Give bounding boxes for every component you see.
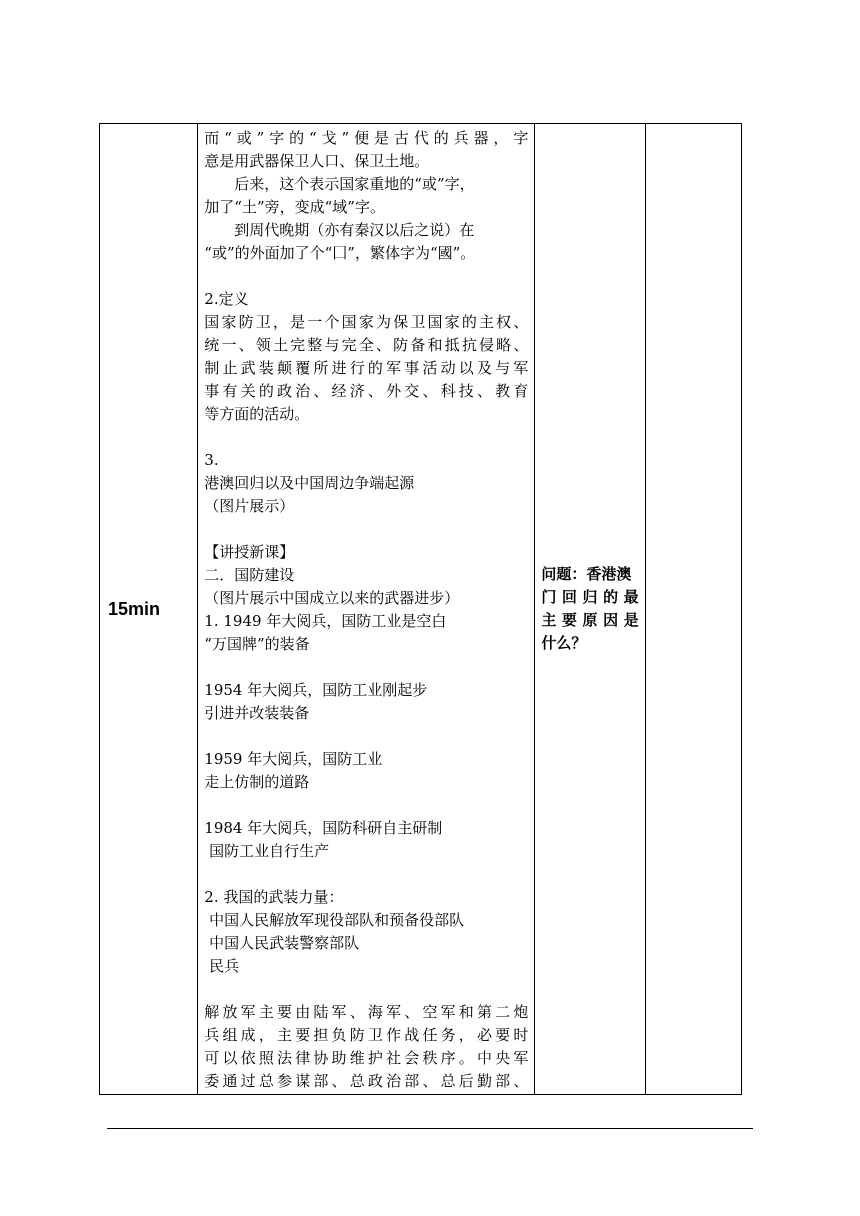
content-line: 等方面的活动。 bbox=[204, 405, 310, 423]
content-line: 加了“土”旁，变成“域”字。 bbox=[204, 198, 385, 216]
content-line: 制止武装颠覆所进行的军事活动以及与军 bbox=[204, 359, 529, 377]
question-line: 问题：香港澳 bbox=[541, 565, 632, 583]
footer-divider bbox=[107, 1128, 753, 1129]
content-line: “或”的外面加了个“囗”，繁体字为“國”。 bbox=[204, 244, 476, 262]
content-line: 2.定义 bbox=[204, 290, 249, 308]
time-label: 15min bbox=[108, 598, 161, 619]
content-line: 事有关的政治、经济、外交、科技、教育 bbox=[204, 382, 529, 400]
time-cell bbox=[100, 124, 198, 1095]
question-line: 门回归的最 bbox=[541, 588, 639, 606]
question-cell bbox=[535, 124, 645, 1095]
content-line: 【讲授新课】 bbox=[204, 543, 295, 561]
content-line: 而“或”字的“戈”便是古代的兵器，字 bbox=[204, 129, 529, 147]
blank-line bbox=[204, 426, 528, 449]
content-line: 中国人民武装警察部队 bbox=[204, 934, 360, 952]
teaching-content bbox=[198, 124, 534, 1093]
content-line: “万国牌”的装备 bbox=[204, 635, 310, 653]
content-line: 意是用武器保卫人口、保卫土地。 bbox=[204, 152, 430, 170]
blank-line bbox=[204, 656, 528, 679]
content-line: 民兵 bbox=[204, 957, 240, 975]
content-line: 解放军主要由陆军、海军、空军和第二炮 bbox=[204, 1003, 529, 1021]
table-row bbox=[100, 124, 742, 1095]
content-line: 3. bbox=[204, 451, 219, 469]
content-line: 兵组成，主要担负防卫作战任务，必要时 bbox=[204, 1026, 529, 1044]
content-line: 2. 我国的武装力量： bbox=[204, 888, 344, 906]
content-line: 统一、领土完整与完全、防备和抵抗侵略、 bbox=[204, 336, 529, 354]
content-line: 引进并改装装备 bbox=[204, 704, 310, 722]
content-line: （图片展示中国成立以来的武器进步） bbox=[204, 589, 460, 607]
blank-line bbox=[204, 725, 528, 748]
content-line: 中国人民解放军现役部队和预备役部队 bbox=[204, 911, 465, 929]
content-line: 后来，这个表示国家重地的“或”字， bbox=[204, 175, 475, 193]
content-line: 委通过总参谋部、总政治部、总后勤部、 bbox=[204, 1072, 529, 1090]
content-line: 国防工业自行生产 bbox=[204, 842, 330, 860]
question-line: 什么？ bbox=[541, 634, 587, 652]
lesson-plan-table bbox=[99, 123, 742, 1095]
question-line: 主要原因是 bbox=[541, 611, 639, 629]
discussion-question bbox=[535, 563, 644, 655]
content-line: 1954 年大阅兵，国防工业刚起步 bbox=[204, 681, 428, 699]
content-line: 1. 1949 年大阅兵，国防工业是空白 bbox=[204, 612, 447, 630]
content-line: 可以依照法律协助维护社会秩序。中央军 bbox=[204, 1049, 529, 1067]
content-line: 国家防卫，是一个国家为保卫国家的主权、 bbox=[204, 313, 529, 331]
content-line: 走上仿制的道路 bbox=[204, 773, 310, 791]
content-line: （图片展示） bbox=[204, 497, 295, 515]
notes-cell bbox=[645, 124, 741, 1095]
blank-line bbox=[204, 518, 528, 541]
blank-line bbox=[204, 794, 528, 817]
blank-line bbox=[204, 265, 528, 288]
content-line: 二．国防建设 bbox=[204, 566, 295, 584]
content-line: 1959 年大阅兵，国防工业 bbox=[204, 750, 383, 768]
content-line: 1984 年大阅兵，国防科研自主研制 bbox=[204, 819, 443, 837]
blank-line bbox=[204, 978, 528, 1001]
content-line: 到周代晚期（亦有秦汉以后之说）在 bbox=[204, 221, 475, 239]
blank-line bbox=[204, 863, 528, 886]
content-line: 港澳回归以及中国周边争端起源 bbox=[204, 474, 415, 492]
content-cell bbox=[198, 124, 535, 1095]
